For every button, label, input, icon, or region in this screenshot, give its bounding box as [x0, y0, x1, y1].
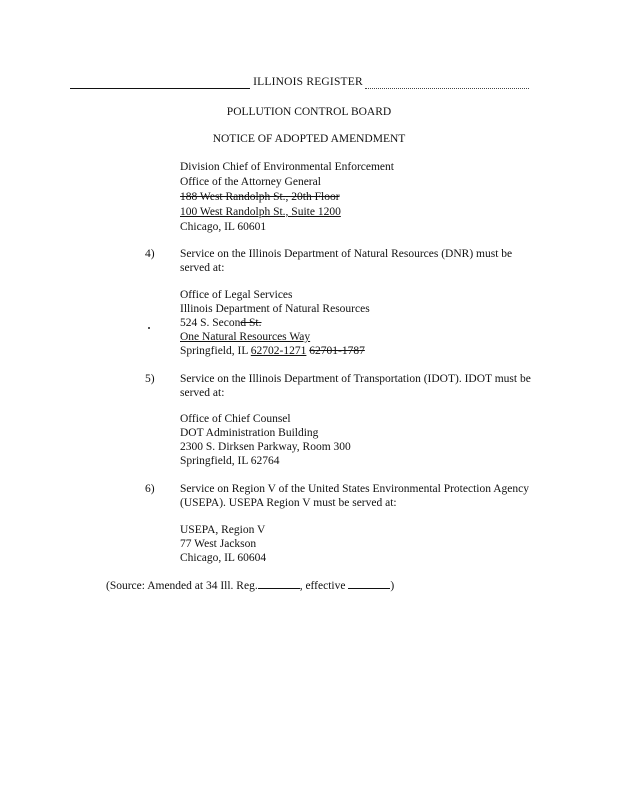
register-blank — [258, 578, 300, 589]
item-4-zip-added: 62702-1271 — [250, 345, 307, 357]
item-4-zip-deleted: 62701-1787 — [309, 345, 365, 357]
item-4-city: Springfield, IL — [180, 345, 251, 357]
header-rule-left — [70, 88, 250, 89]
register-title: ILLINOIS REGISTER — [253, 76, 363, 88]
header-rule-right — [365, 88, 529, 89]
source-suffix: ) — [390, 580, 395, 592]
item-4-address-line-1: Office of Legal Services — [180, 289, 293, 301]
intro-line-1: Division Chief of Environmental Enforcement — [180, 161, 394, 173]
item-6-number: 6) — [145, 483, 155, 495]
source-prefix: (Source: Amended at 34 Ill. Reg. — [106, 580, 258, 592]
intro-line-5: Chicago, IL 60601 — [180, 221, 267, 233]
source-middle: , effective — [299, 580, 349, 592]
item-6-address-line-3: Chicago, IL 60604 — [180, 552, 267, 564]
intro-line-3-deleted: 188 West Randolph St., 20th Floor — [180, 191, 340, 203]
item-4-address-line-3 — [180, 316, 261, 330]
item-5-address-line-3: 2300 S. Dirksen Parkway, Room 300 — [180, 441, 351, 453]
item-5-address-line-4: Springfield, IL 62764 — [180, 455, 280, 467]
item-5-address-line-1: Office of Chief Counsel — [180, 413, 291, 425]
item-4-street-kept: 524 S. Secon — [180, 317, 241, 329]
intro-line-2: Office of the Attorney General — [180, 176, 321, 188]
item-4-address-line-5 — [180, 344, 365, 358]
item-6-text: Service on Region V of the United States Environmental Protection Agency (USEPA). USEPA Region V must be served at: — [180, 483, 529, 509]
item-4-street-deleted: d St. — [240, 317, 262, 329]
item-5-address-line-2: DOT Administration Building — [180, 427, 319, 439]
item-4-number: 4) — [145, 248, 155, 260]
item-5-text: Service on the Illinois Department of Transportation (IDOT). IDOT must be served at: — [180, 373, 531, 399]
item-6-address-line-1: USEPA, Region V — [180, 524, 266, 536]
notice-title: NOTICE OF ADOPTED AMENDMENT — [212, 133, 406, 145]
item-4-text: Service on the Illinois Department of Natural Resources (DNR) must be served at: — [180, 248, 513, 274]
item-4-address-line-2: Illinois Department of Natural Resources — [180, 303, 370, 315]
item-6-address-line-2: 77 West Jackson — [180, 538, 257, 550]
item-4-address-line-4-added: One Natural Resources Way — [180, 331, 311, 343]
source-citation — [106, 578, 394, 593]
stray-mark — [148, 327, 150, 329]
intro-line-4-added: 100 West Randolph St., Suite 1200 — [180, 206, 341, 218]
item-5-number: 5) — [145, 373, 155, 385]
effective-blank — [348, 578, 390, 589]
board-title: POLLUTION CONTROL BOARD — [226, 106, 392, 118]
